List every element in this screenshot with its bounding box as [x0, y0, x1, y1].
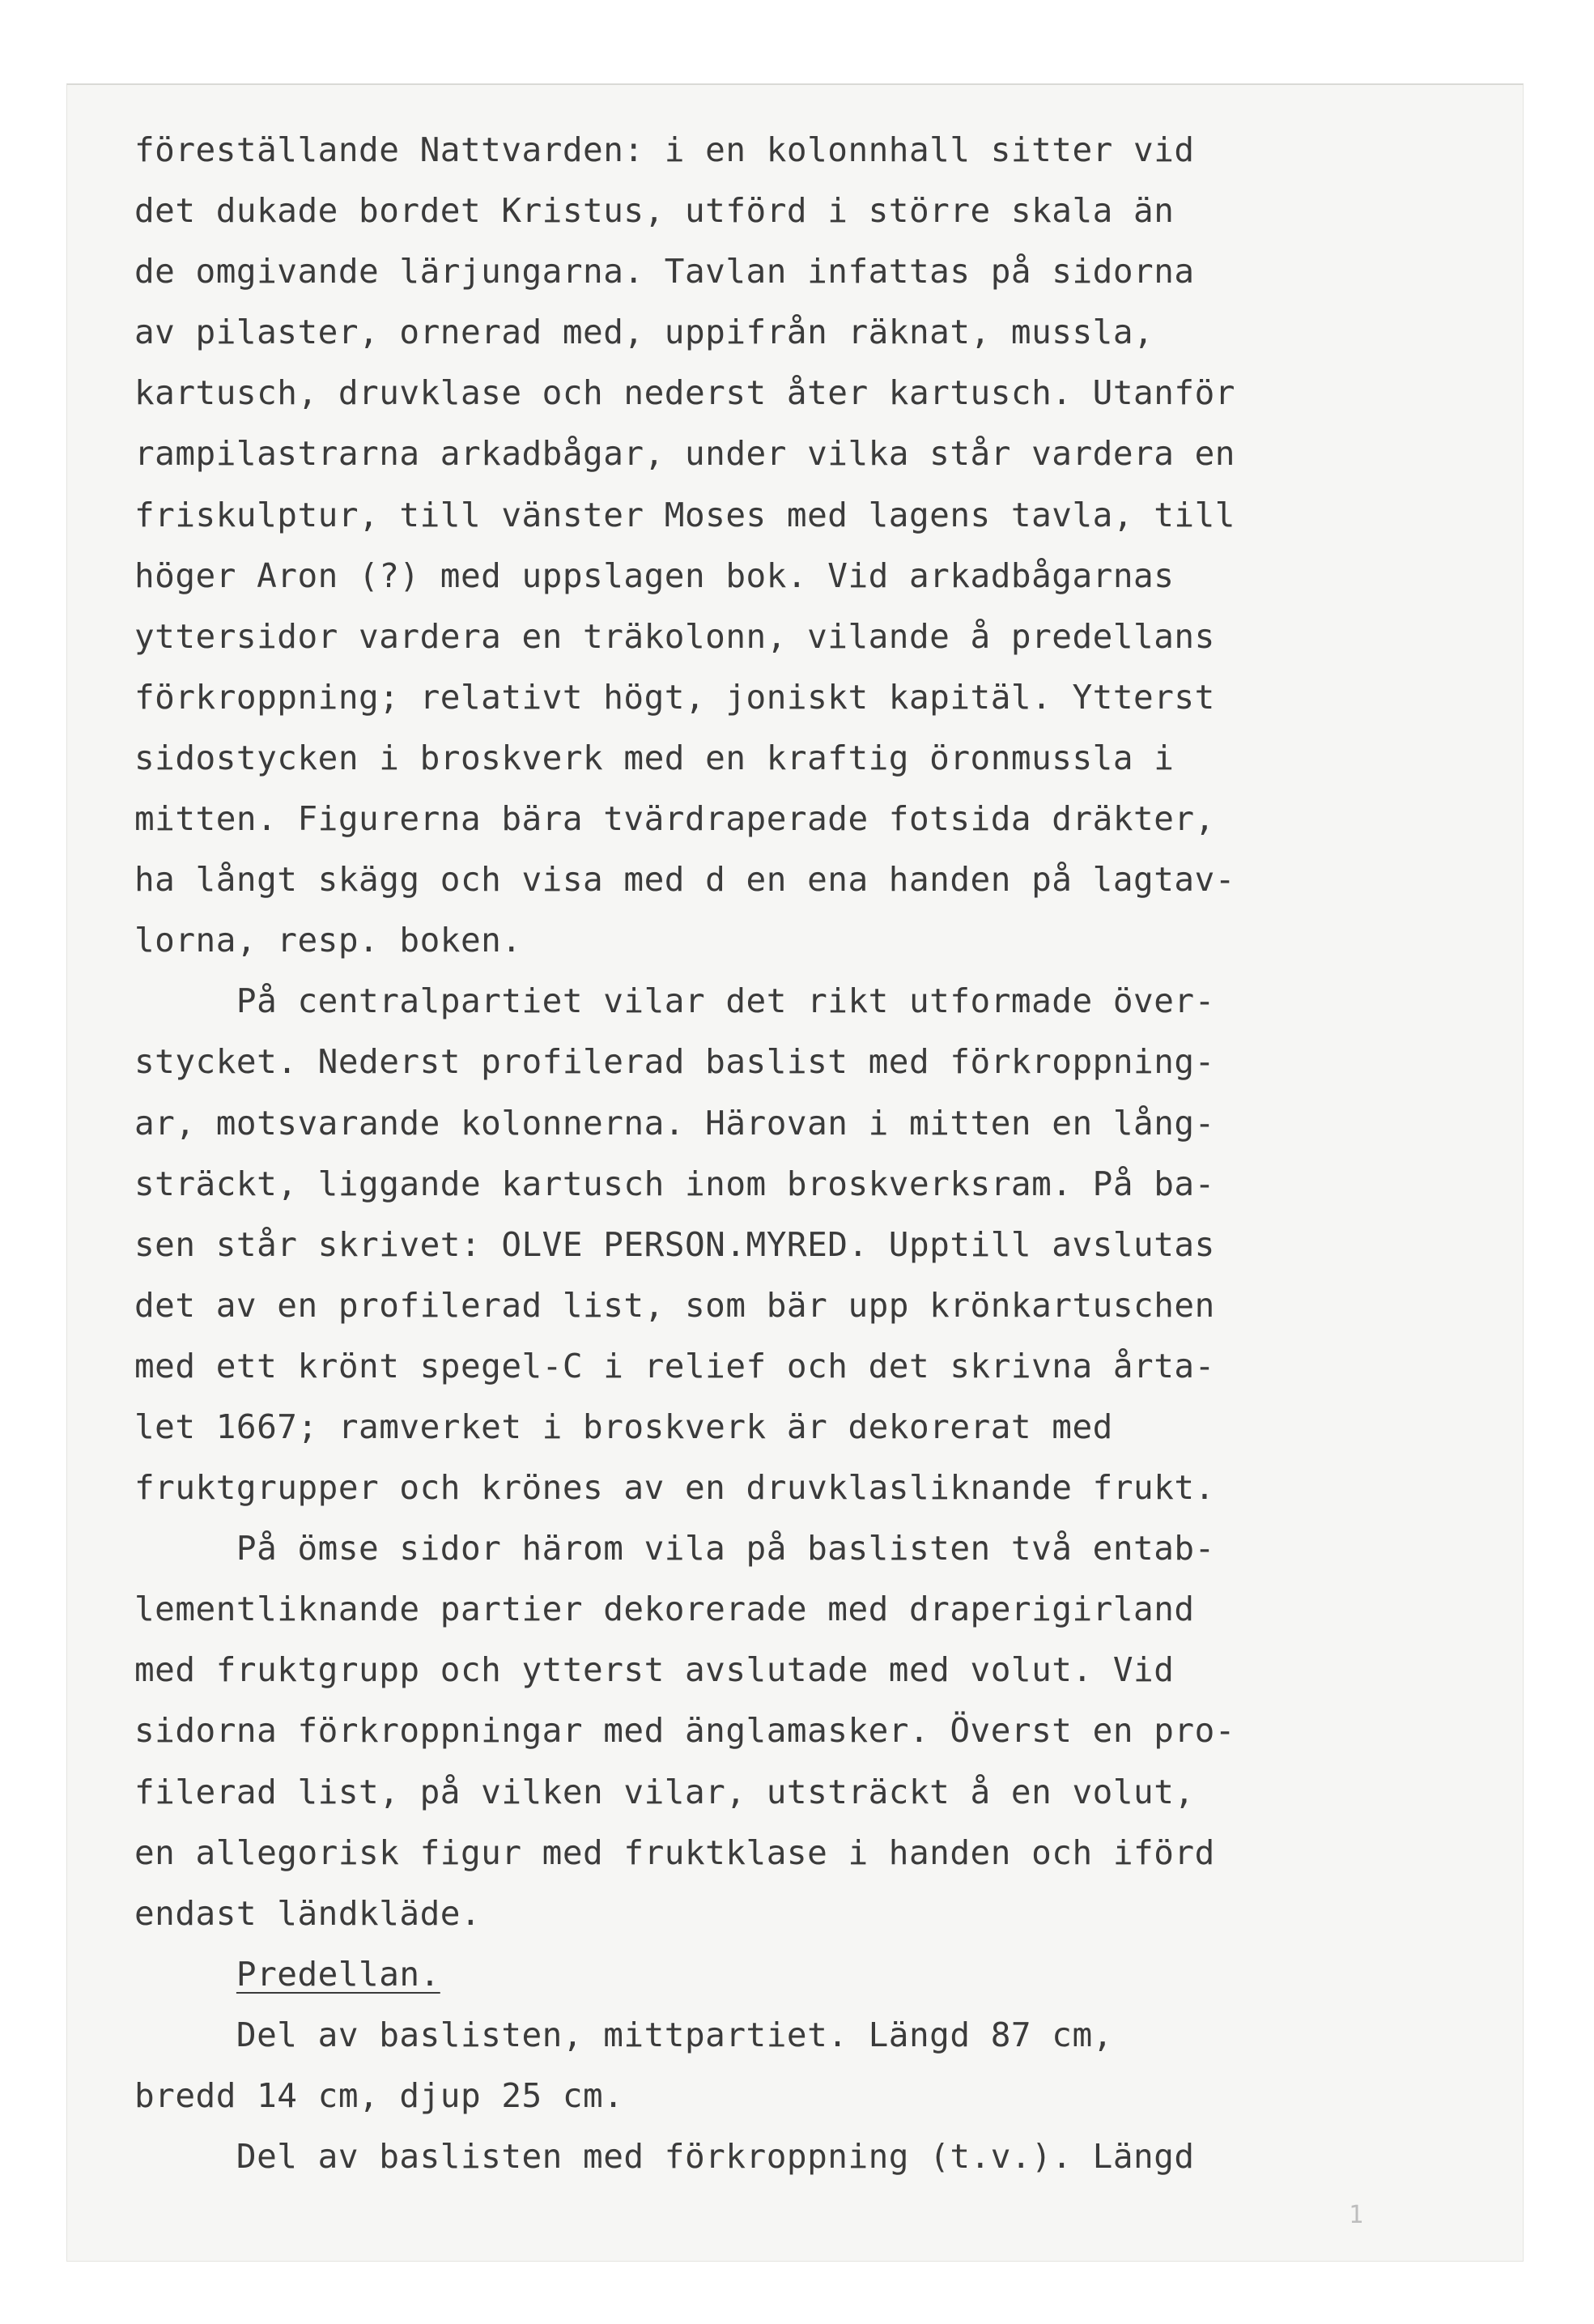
text-line: sidorna förkroppningar med änglamasker. Överst en pro- [134, 1711, 1235, 1751]
text-line: förkroppning; relativt högt, joniskt kapitäl. Ytterst [134, 677, 1215, 717]
text-line: filerad list, på vilken vilar, utsträckt å en volut, [134, 1772, 1195, 1811]
page-number: 1 [1349, 2201, 1364, 2229]
text-line: bredd 14 cm, djup 25 cm. [134, 2076, 624, 2115]
text-line: Del av baslisten, mittpartiet. Längd 87 cm, [134, 2015, 1113, 2054]
section-heading-line [134, 1944, 1519, 2005]
text-line: de omgivande lärjungarna. Tavlan infattas på sidorna [134, 252, 1195, 292]
text-line: sidostycken i broskverk med en kraftig öronmussla i [134, 738, 1175, 777]
text-line: Del av baslisten med förkroppning (t.v.). Längd [134, 2137, 1195, 2177]
text-line: fruktgrupper och krönes av en druvklasliknande frukt. [134, 1468, 1215, 1508]
text-line: mitten. Figurerna bära tvärdraperade fotsida dräkter, [134, 799, 1215, 839]
text-line: lementliknande partier dekorerade med draperigirland [134, 1590, 1195, 1629]
text-line: På ömse sidor härom vila på baslisten två entab- [134, 1529, 1215, 1568]
text-line: ha långt skägg och visa med d en ena handen på lagtav- [134, 860, 1235, 900]
text-line: sträckt, liggande kartusch inom broskverksram. På ba- [134, 1164, 1215, 1203]
text-line: en allegorisk figur med fruktklase i handen och iförd [134, 1832, 1215, 1872]
text-line: På centralpartiet vilar det rikt utformade över- [134, 981, 1215, 1021]
typed-text-block [134, 120, 1519, 2187]
text-line: yttersidor vardera en träkolonn, vilande å predellans [134, 616, 1215, 656]
text-line: det av en profilerad list, som bär upp krönkartuschen [134, 1285, 1215, 1325]
section-heading: Predellan. [236, 1954, 440, 1994]
text-line: ar, motsvarande kolonnerna. Härovan i mitten en lång- [134, 1103, 1215, 1143]
text-line: med fruktgrupp och ytterst avslutade med volut. Vid [134, 1650, 1175, 1690]
text-line: höger Aron (?) med uppslagen bok. Vid arkadbågarnas [134, 555, 1175, 595]
text-line: föreställande Nattvarden: i en kolonnhall sitter vid [134, 130, 1195, 169]
text-line: endast ländkläde. [134, 1893, 482, 1933]
text-line: lorna, resp. boken. [134, 921, 522, 960]
text-line: det dukade bordet Kristus, utförd i större skala än [134, 191, 1175, 231]
text-line: let 1667; ramverket i broskverk är dekorerat med [134, 1407, 1113, 1446]
text-line: rampilastrarna arkadbågar, under vilka står vardera en [134, 434, 1235, 474]
text-line: av pilaster, ornerad med, uppifrån räknat, mussla, [134, 313, 1154, 352]
text-line: kartusch, druvklase och nederst åter kartusch. Utanför [134, 373, 1235, 413]
text-line: friskulptur, till vänster Moses med lagens tavla, till [134, 495, 1235, 534]
text-line: med ett krönt spegel-C i relief och det skrivna årta- [134, 1346, 1215, 1385]
text-line: stycket. Nederst profilerad baslist med förkroppning- [134, 1042, 1215, 1082]
indent [134, 1955, 236, 1994]
text-line: sen står skrivet: OLVE PERSON.MYRED. Upptill avslutas [134, 1224, 1215, 1264]
